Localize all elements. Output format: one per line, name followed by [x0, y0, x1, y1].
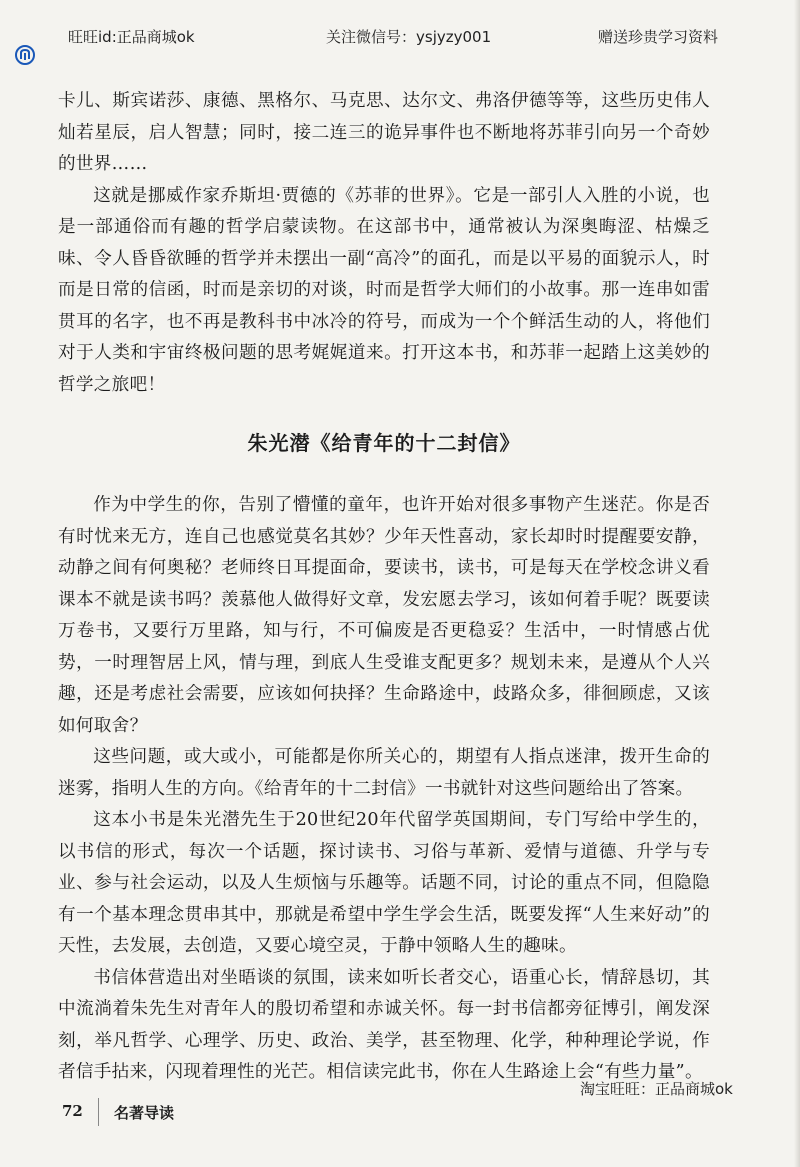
section-title: 朱光潜《给青年的十二封信》: [247, 431, 521, 455]
page-edge-shadow: [794, 0, 800, 1167]
paragraph-questions: 作为中学生的你，告别了懵懂的童年，也许开始对很多事物产生迷茫。你是否有时忧来无方，连自己也感觉莫名其妙？少年天性喜动，家长却时时提醒要安静，动静之间有何奥秘？老师终日耳提面命，要读书，读书，可是每天在学校念讲义看课本不就是读书吗？羡慕他人做得好文章，发宏愿去学习，该如何着手呢？既要读万卷书，又要行万里路，知与行，不可偏废是否更稳妥？生活中，一时情感占优势，一时理智居上风，情与理，到底人生受谁支配更多？规划未来，是遵从个人兴趣，还是考虑社会需要，应该如何抉择？生命路途中，歧路众多，徘徊顾虑，又该如何取舍？: [58, 495, 710, 736]
paragraph-letter-style: 书信体营造出对坐晤谈的氛围，读来如听长者交心，语重心长，情辞恳切，其中流淌着朱先生对青年人的殷切希望和赤诚关怀。每一封书信都旁征博引，阐发深刻，举凡哲学、心理学、历史、政治、美学，甚至物理、化学，种种理论学说，作者信手拈来，闪现着理性的光芒。相信读完此书，你在人生路途上会“有些力量”。: [58, 967, 710, 1082]
paragraph-sophie-intro: 这就是挪威作家乔斯坦·贾德的《苏菲的世界》。它是一部引人入胜的小说，也是一部通俗而有趣的哲学启蒙读物。在这部书中，通常被认为深奥晦涩、枯燥乏味、令人昏昏欲睡的哲学并未摆出一副“高冷”的面孔，而是以平易的面貌示人，时而是日常的信函，时而是亲切的对谈，时而是哲学大师们的小故事。那一连串如雷贯耳的名字，也不再是教科书中冰冷的符号，而成为一个个鲜活生动的人，将他们对于人类和宇宙终极问题的思考娓娓道来。打开这本书，和苏菲一起踏上这美妙的哲学之旅吧！: [58, 185, 710, 395]
paragraph-sophie-continued: 卡儿、斯宾诺莎、康德、黑格尔、马克思、达尔文、弗洛伊德等等，这些历史伟人灿若星辰，启人智慧；同时，接二连三的诡异事件也不断地将苏菲引向另一个奇妙的世界……: [58, 91, 710, 174]
page-body: [58, 86, 710, 1089]
header-left-text: 旺旺id:正品商城ok: [68, 28, 195, 46]
paragraph-answers: 这些问题，或大或小，可能都是你所关心的，期望有人指点迷津，拨开生命的迷雾，指明人生的方向。《给青年的十二封信》一书就针对这些问题给出了答案。: [58, 747, 710, 799]
watermark-header: [0, 26, 800, 48]
paragraph-book-background: 这本小书是朱光潜先生于20世纪20年代留学英国期间，专门写给中学生的，以书信的形式，每次一个话题，探讨读书、习俗与革新、爱情与道德、升学与专业、参与社会运动，以及人生烦恼与乐趣等。话题不同，讨论的重点不同，但隐隐有一个基本理念贯串其中，那就是希望中学生学会生活，既要发挥“人生来好动”的天性，去发展，去创造，又要心境空灵，于静中领略人生的趣味。: [58, 810, 710, 956]
header-right-text: 赠送珍贵学习资料: [598, 28, 719, 46]
watermark-footer: 淘宝旺旺：正品商城ok: [580, 1080, 733, 1098]
page-number: 72: [62, 1102, 83, 1120]
running-book-title: 名著导读: [114, 1104, 175, 1122]
footer-divider: [98, 1098, 99, 1126]
publisher-logo-icon: [14, 44, 36, 66]
header-center-text: 关注微信号：ysjyzy001: [326, 28, 492, 46]
